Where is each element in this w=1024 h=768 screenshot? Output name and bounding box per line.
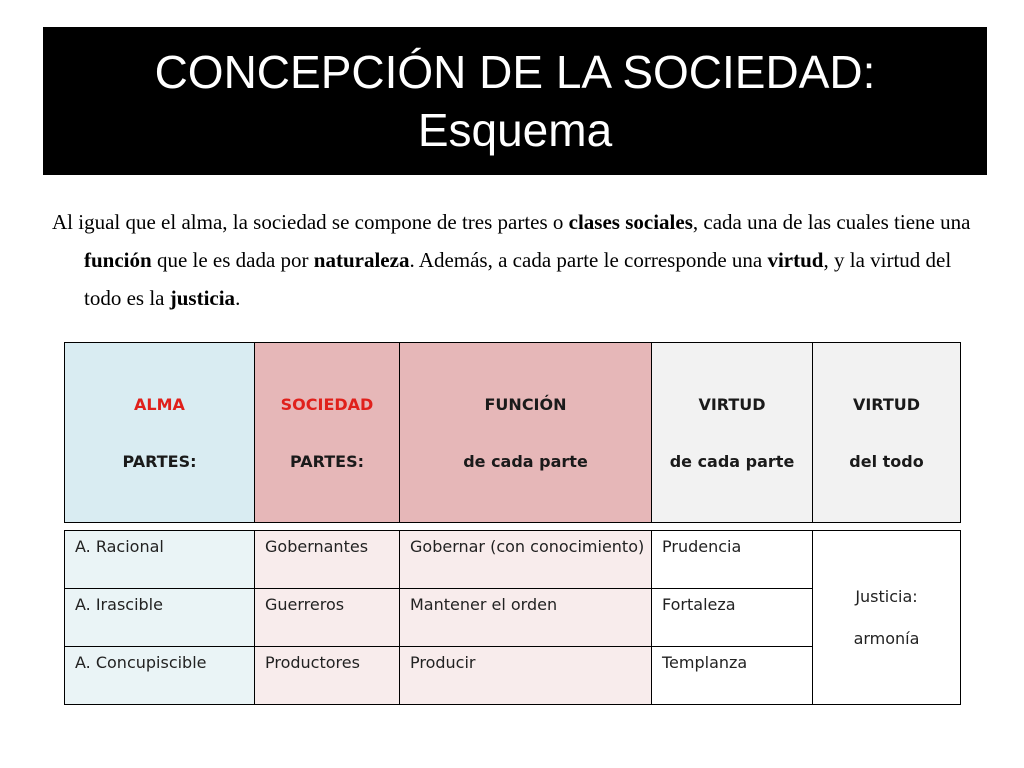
slide-title-line-1: CONCEPCIÓN DE LA SOCIEDAD:	[154, 46, 876, 98]
cell-virtud-todo	[813, 531, 961, 705]
header-virtud-parte	[652, 343, 813, 523]
header-sociedad-subtitle: PARTES:	[289, 451, 364, 471]
total-virtue-line-2: armonía	[853, 628, 920, 648]
intro-bold-term: clases sociales	[568, 210, 693, 234]
cell-virtud: Prudencia	[652, 531, 813, 589]
cell-virtud: Fortaleza	[652, 589, 813, 647]
cell-sociedad: Guerreros	[255, 589, 400, 647]
header-sociedad-title: SOCIEDAD	[280, 394, 374, 414]
header-alma-title: ALMA	[134, 394, 185, 414]
intro-text: . Además, a cada parte le corresponde una	[409, 248, 768, 272]
intro-text: que le es dada por	[151, 248, 314, 272]
scheme-table-container	[64, 342, 960, 710]
header-alma-subtitle: PARTES:	[122, 451, 197, 471]
header-virtud-todo-subtitle: del todo	[849, 451, 924, 471]
cell-alma: A. Concupiscible	[65, 647, 255, 705]
intro-text: , y la virtud del todo es la	[84, 248, 952, 310]
header-funcion-subtitle: de cada parte	[463, 451, 588, 471]
slide-title	[43, 27, 987, 175]
header-virtud-parte-subtitle: de cada parte	[669, 451, 795, 471]
cell-funcion: Producir	[400, 647, 652, 705]
header-virtud-parte-title: VIRTUD	[698, 394, 766, 414]
header-alma	[65, 343, 255, 523]
table-row	[65, 531, 961, 589]
total-virtue-line-1: Justicia:	[855, 586, 918, 606]
header-virtud-todo-title: VIRTUD	[852, 394, 921, 414]
slide-title-line-2: Esquema	[417, 104, 613, 156]
intro-bold-term: justicia	[169, 286, 236, 310]
header-funcion	[400, 343, 652, 523]
cell-sociedad: Gobernantes	[255, 531, 400, 589]
table-header-row	[65, 343, 961, 523]
table-separator	[65, 523, 961, 531]
intro-text: , cada una de las cuales tiene una	[692, 210, 971, 234]
cell-alma: A. Irascible	[65, 589, 255, 647]
scheme-table	[64, 342, 961, 705]
separator-cell	[65, 523, 961, 531]
intro-bold-term: función	[84, 248, 152, 272]
cell-sociedad: Productores	[255, 647, 400, 705]
header-sociedad	[255, 343, 400, 523]
header-virtud-todo	[813, 343, 961, 523]
intro-paragraph	[52, 203, 972, 317]
intro-bold-term: naturaleza	[313, 248, 410, 272]
header-funcion-title: FUNCIÓN	[484, 394, 567, 414]
cell-virtud: Templanza	[652, 647, 813, 705]
intro-text: .	[235, 286, 241, 310]
cell-funcion: Mantener el orden	[400, 589, 652, 647]
intro-text: Al igual que el alma, la sociedad se compone de tres partes o	[52, 210, 569, 234]
intro-bold-term: virtud	[767, 248, 824, 272]
cell-alma: A. Racional	[65, 531, 255, 589]
cell-funcion: Gobernar (con conocimiento)	[400, 531, 652, 589]
